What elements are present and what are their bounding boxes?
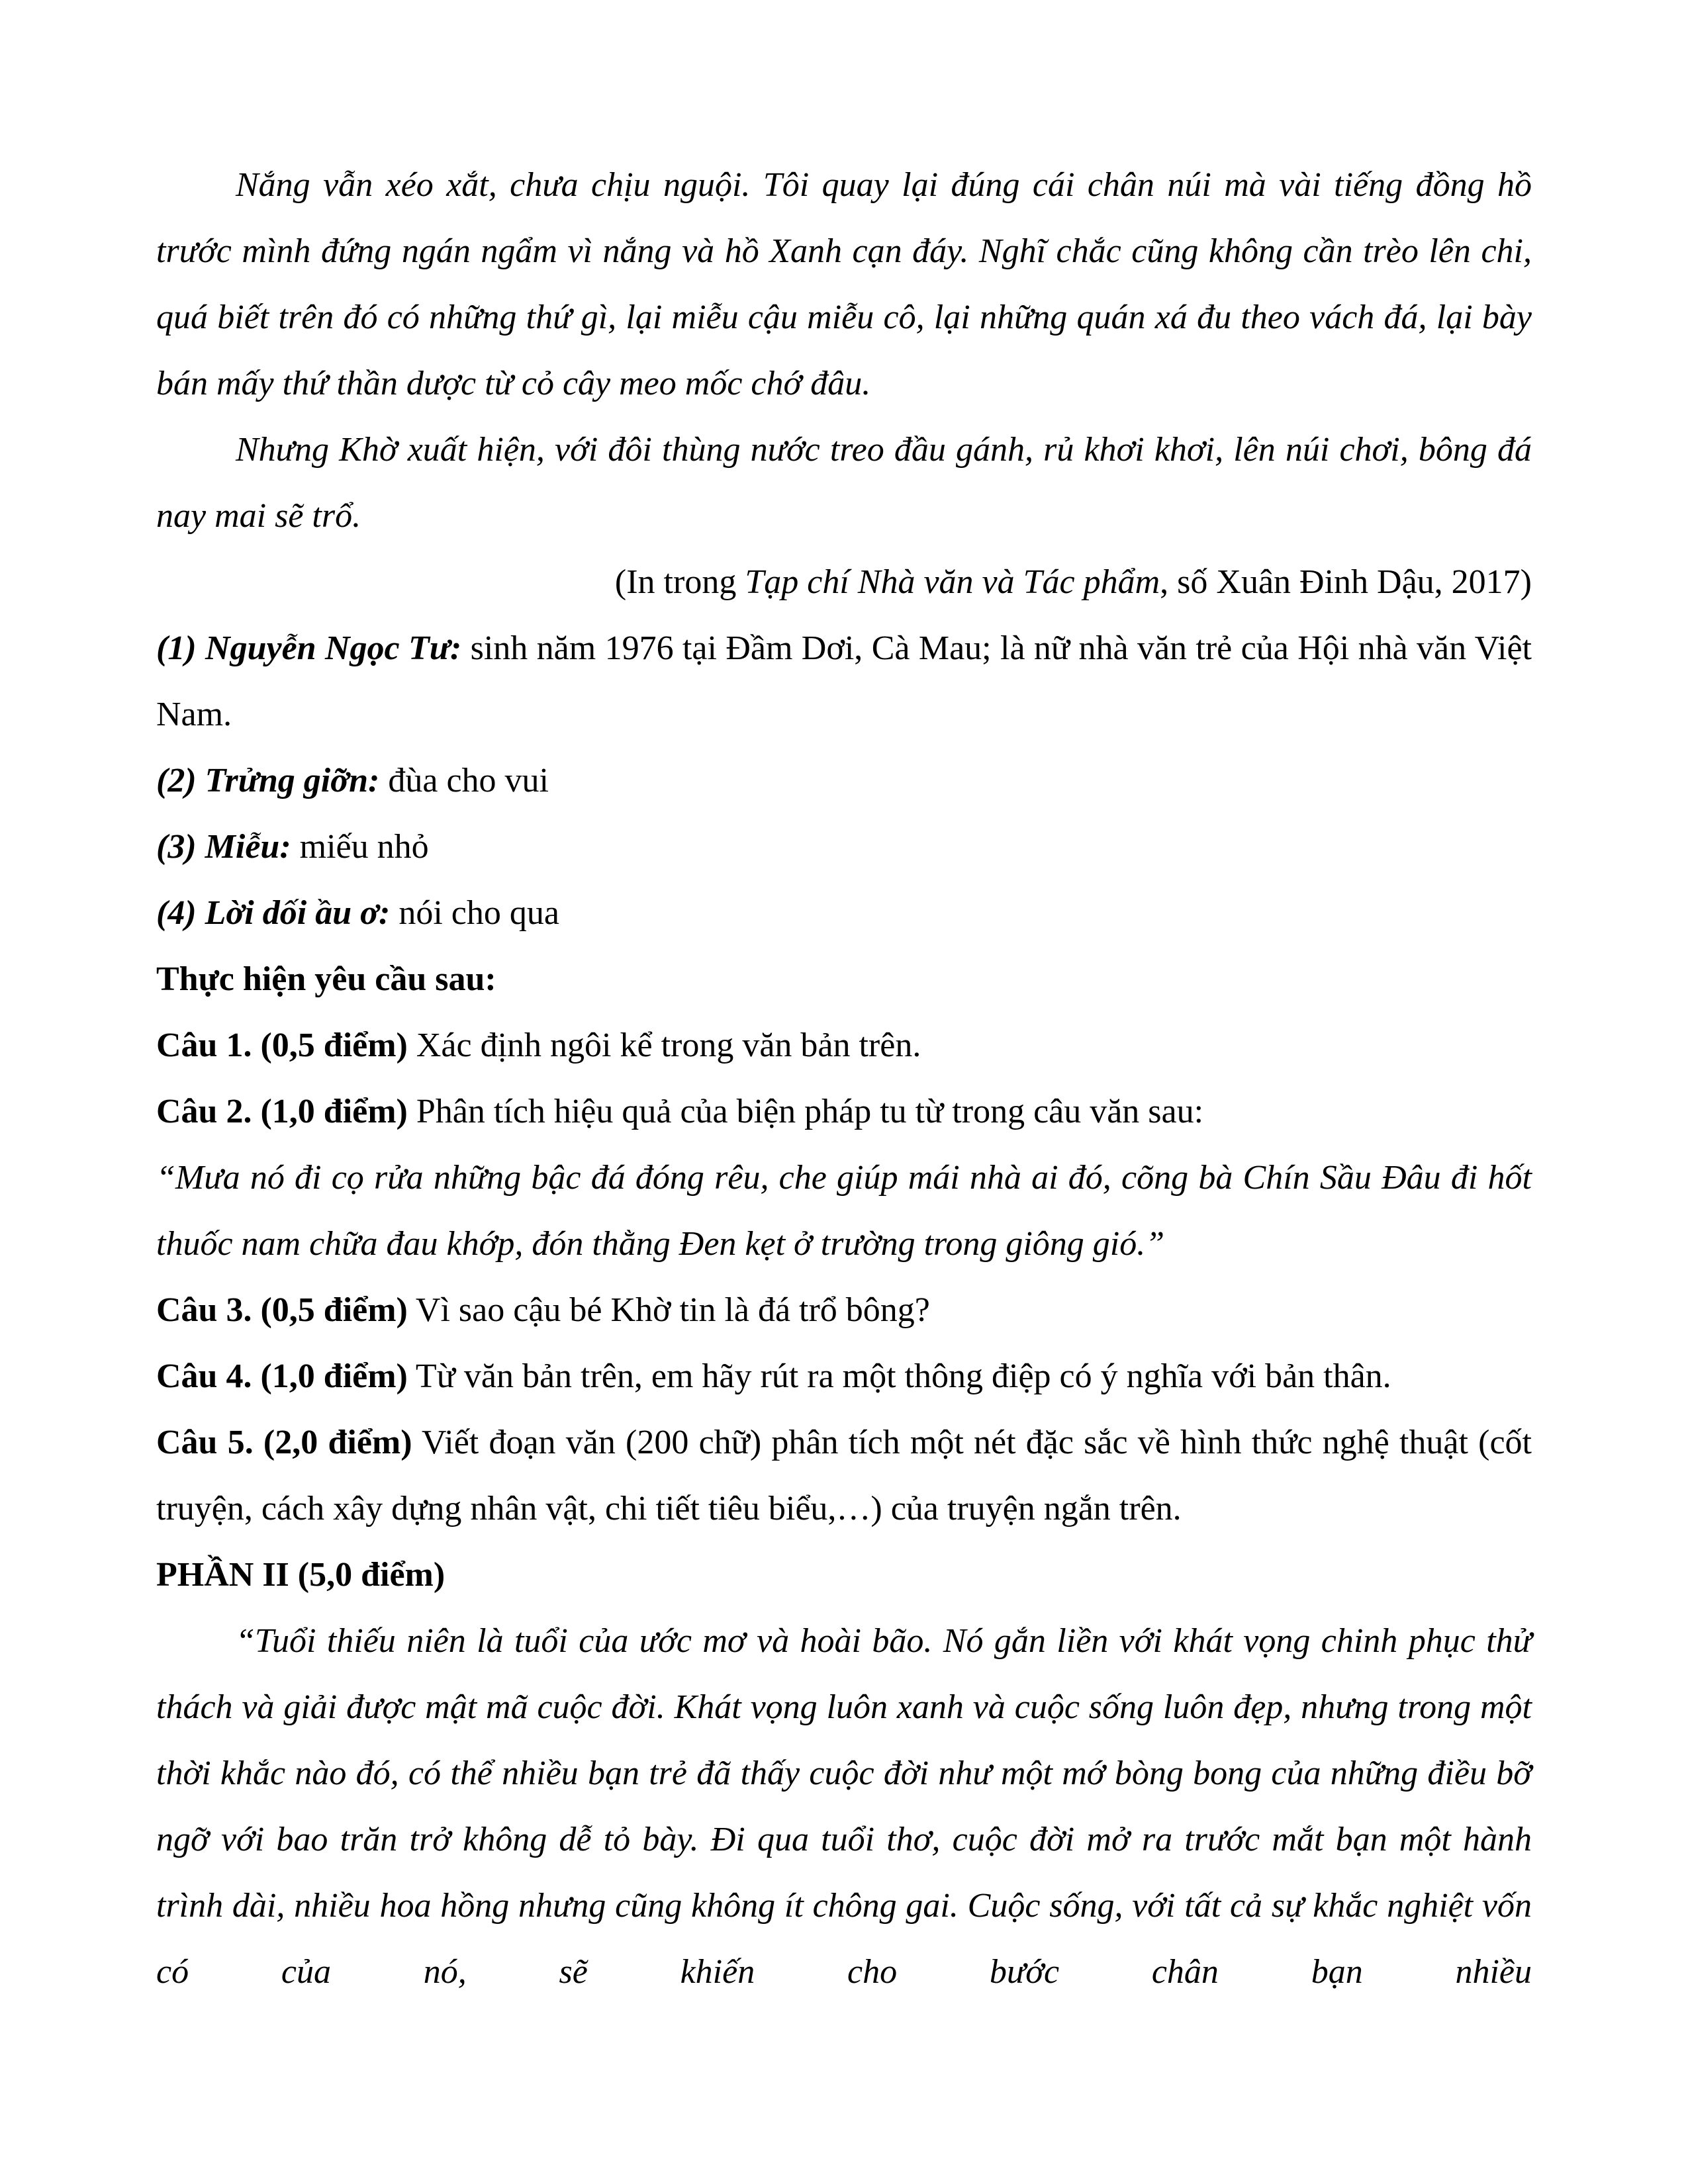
part-2-heading: PHẦN II (5,0 điểm) bbox=[156, 1556, 445, 1594]
question-text: Từ văn bản trên, em hãy rút ra một thông điệp có ý nghĩa với bản thân. bbox=[407, 1357, 1391, 1395]
footnote-text: sinh năm 1976 tại Đầm Dơi, Cà Mau; là nữ nhà văn trẻ của Hội nhà văn Việt Nam. bbox=[156, 629, 1532, 733]
source-prefix: (In trong bbox=[614, 563, 745, 601]
footnote-4 bbox=[156, 880, 1532, 946]
question-text: Viết đoạn văn (200 chữ) phân tích một nét đặc sắc về hình thức nghệ thuật (cốt truyện, cách xây dựng nhân vật, chi tiết tiêu biểu,…) của truyện ngắn trên. bbox=[156, 1424, 1532, 1527]
question-2-quote: “Mưa nó đi cọ rửa những bậc đá đóng rêu, che giúp mái nhà ai đó, cõng bà Chín Sầu Đâu đi hốt thuốc nam chữa đau khớp, đón thằng Đen kẹt ở trường trong giông gió.” bbox=[156, 1159, 1532, 1263]
question-text: Phân tích hiệu quả của biện pháp tu từ trong câu văn sau: bbox=[407, 1093, 1204, 1130]
footnote-2 bbox=[156, 748, 1532, 814]
part-2-quote: “Tuổi thiếu niên là tuổi của ước mơ và hoài bão. Nó gắn liền với khát vọng chinh phục thử thách và giải được mật mã cuộc đời. Khát vọng luôn xanh và cuộc sống luôn đẹp, nhưng trong một thời khắc nào đó, có thể nhiều bạn trẻ đã thấy cuộc đời như một mớ bòng bong của những điều bỡ ngỡ với bao trăn trở không dễ tỏ bày. Đi qua tuổi thơ, cuộc đời mở ra trước mắt bạn một hành trình dài, nhiều hoa hồng nhưng cũng không ít chông gai. Cuộc sống, với tất cả sự khắc nghiệt vốn có của nó, sẽ khiến cho bước chân bạn nhiều bbox=[156, 1622, 1532, 1991]
source-title: Tạp chí Nhà văn và Tác phẩm bbox=[745, 563, 1160, 601]
question-2 bbox=[156, 1079, 1532, 1145]
footnote-label: (4) Lời dối ầu ơ: bbox=[156, 894, 391, 932]
footnote-text: miếu nhỏ bbox=[291, 828, 429, 866]
question-label: Câu 2. (1,0 điểm) bbox=[156, 1093, 408, 1130]
requirements-heading: Thực hiện yêu cầu sau: bbox=[156, 960, 496, 998]
source-suffix: , số Xuân Đinh Dậu, 2017) bbox=[1160, 563, 1532, 601]
question-label: Câu 3. (0,5 điểm) bbox=[156, 1291, 408, 1329]
footnote-label: (3) Miễu: bbox=[156, 828, 291, 866]
question-text: Vì sao cậu bé Khờ tin là đá trổ bông? bbox=[407, 1291, 930, 1329]
footnote-text: đùa cho vui bbox=[379, 762, 549, 799]
question-3 bbox=[156, 1277, 1532, 1343]
footnote-label: (1) Nguyễn Ngọc Tư: bbox=[156, 629, 462, 667]
footnote-label: (2) Trửng giỡn: bbox=[156, 762, 380, 799]
question-label: Câu 5. (2,0 điểm) bbox=[156, 1424, 412, 1461]
footnote-text: nói cho qua bbox=[390, 894, 559, 932]
document-page bbox=[156, 152, 1532, 2005]
story-paragraph-1: Nắng vẫn xéo xắt, chưa chịu nguội. Tôi quay lại đúng cái chân núi mà vài tiếng đồng hồ trước mình đứng ngán ngẩm vì nắng và hồ Xanh cạn đáy. Nghĩ chắc cũng không cần trèo lên chi, quá biết trên đó có những thứ gì, lại miễu cậu miễu cô, lại những quán xá đu theo vách đá, lại bày bán mấy thứ thần dược từ cỏ cây meo mốc chớ đâu. bbox=[156, 166, 1532, 402]
story-paragraph-2: Nhưng Khờ xuất hiện, với đôi thùng nước treo đầu gánh, rủ khơi khơi, lên núi chơi, bông đá nay mai sẽ trổ. bbox=[156, 431, 1532, 535]
question-5 bbox=[156, 1410, 1532, 1542]
question-label: Câu 1. (0,5 điểm) bbox=[156, 1026, 408, 1064]
question-4 bbox=[156, 1343, 1532, 1410]
question-text: Xác định ngôi kể trong văn bản trên. bbox=[407, 1026, 921, 1064]
source-citation bbox=[156, 549, 1532, 615]
footnote-1 bbox=[156, 615, 1532, 748]
question-1 bbox=[156, 1013, 1532, 1079]
footnote-3 bbox=[156, 814, 1532, 880]
question-label: Câu 4. (1,0 điểm) bbox=[156, 1357, 408, 1395]
